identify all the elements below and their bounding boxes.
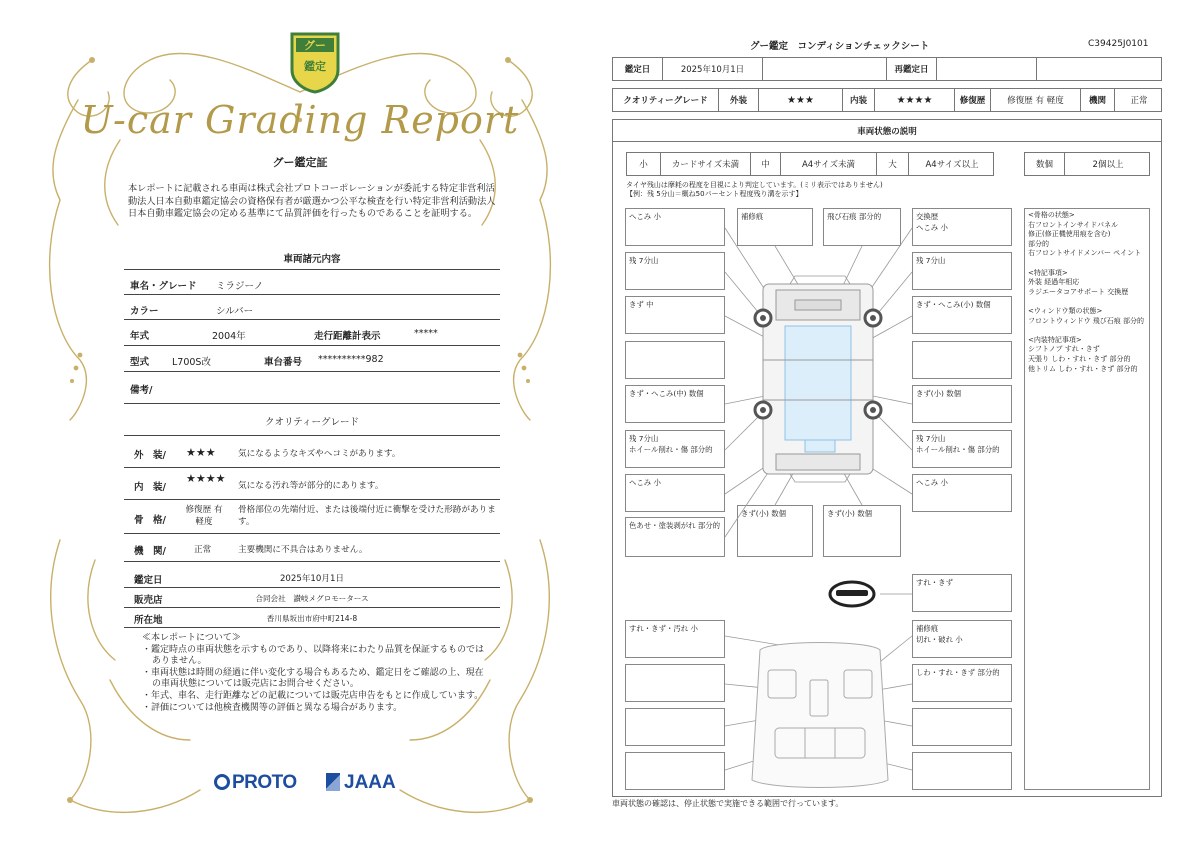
note-spacer (1028, 297, 1146, 307)
interior-grade: ★★★★ (875, 89, 955, 111)
remarks-column (1024, 208, 1150, 790)
panel-tire-rear-left: 残 7分山 ホイール削れ・傷 部分的 (625, 430, 725, 468)
spec-color-label: カラー (130, 306, 159, 317)
spec-chassis-value: **********982 (318, 354, 384, 365)
certificate-title: グー鑑定証 (272, 156, 328, 169)
panel-tire-front-right: 残 7分山 (912, 252, 1012, 290)
specs-header: 車両諸元内容 (283, 254, 341, 265)
interior-grade: ★★★★ (186, 472, 226, 485)
note-item: ・年式、車名、走行距離などの記載については販売店申告をもとに作成しています。 (142, 690, 484, 701)
size-medium-desc: A4サイズ未満 (781, 153, 877, 175)
spec-row-year (124, 320, 500, 346)
proto-logo-icon (214, 774, 230, 790)
dealer-value: 合同会社 讃岐メグロモータース (255, 594, 369, 603)
spec-row-color (124, 295, 500, 320)
panel-tire-rear-right: 残 7分山 ホイール削れ・傷 部分的 (912, 430, 1012, 468)
appraisal-date-value: 2025年10月1日 (663, 58, 763, 80)
note-line: フロントウィンドウ 飛び石痕 部分的 (1028, 316, 1145, 325)
engine-grade: 正常 (194, 545, 212, 555)
sponsor-logos (214, 770, 414, 800)
size-small-label: 小 (627, 153, 661, 175)
quality-row-engine (124, 534, 500, 562)
panel-rear-left: へこみ 小 (625, 474, 725, 512)
note-line: ラジエータコアサポート 交換歴 (1028, 287, 1129, 296)
appraisal-date-value: 2025年10月1日 (279, 574, 345, 584)
goo-appraisal-badge-icon (286, 30, 344, 94)
engine-desc: 主要機関に不具合はありません。 (238, 545, 368, 555)
svg-text:鑑定: 鑑定 (304, 60, 326, 73)
count-desc: 2個以上 (1092, 160, 1124, 170)
frame-grade: 修復歴 有 軽度 (185, 505, 223, 527)
note-spacer (1028, 259, 1146, 269)
spec-name-label: 車名・グレード (130, 281, 197, 292)
sheet-title: グー鑑定 コンディションチェックシート (750, 41, 930, 52)
spec-year-value: 2004年 (212, 331, 246, 342)
reappraisal-date-label: 再鑑定日 (887, 58, 937, 80)
address-label: 所在地 (134, 615, 163, 626)
spec-remarks-label: 備考/ (130, 385, 153, 396)
size-small-desc: カードサイズ未満 (661, 153, 751, 175)
quality-header-row (124, 406, 500, 436)
spec-year-label: 年式 (130, 331, 150, 342)
notes-header: ≪本レポートについて≫ (142, 633, 241, 643)
sheet-footer: 車両状態の確認は、停止状態で実施できる範囲で行っています。 (612, 799, 844, 808)
size-medium-label: 中 (751, 153, 781, 175)
interior-label: 内装 (843, 89, 875, 111)
note-line: <特記事項> (1028, 268, 1068, 277)
note-item: ・鑑定時点の車両状態を示すものであり、以降将来にわたり品質を保証するものではありません。 (142, 644, 485, 667)
panel-steering: すれ・きず (912, 574, 1012, 612)
address-value: 香川県坂出市府中町214-8 (266, 614, 358, 623)
panel-right-door-front: きず・へこみ(小) 数個 (912, 296, 1012, 334)
repair-history-label: 修復歴 (955, 89, 991, 111)
note-line: 外装 経過年相応 (1028, 278, 1080, 287)
spec-row-name (124, 270, 500, 295)
frame-desc: 骨格部位の先端付近、または後端付近に衝撃を受けた形跡があります。 (238, 505, 496, 527)
quality-header: クオリティーグレード (264, 417, 360, 428)
sheet-id: C39425J0101 (1088, 39, 1149, 49)
svg-text:グー: グー (304, 39, 326, 52)
note-line: 右フロントサイドメンバー ペイント (1028, 249, 1142, 258)
panel-left-rear-door: きず・へこみ(中) 数個 (625, 385, 725, 423)
size-large-label: 大 (877, 153, 909, 175)
address-row (124, 608, 500, 628)
frame-label: 骨 格/ (134, 515, 166, 526)
engine-label: 機関 (1081, 89, 1115, 111)
appraisal-date-label: 鑑定日 (134, 575, 163, 586)
spec-model-label: 型式 (130, 357, 150, 368)
panel-tire-front-left: 残 7分山 (625, 252, 725, 290)
interior-desc: 気になる汚れ等が部分的にあります。 (238, 481, 384, 491)
note-line: シフトノブ すれ・きず (1028, 345, 1100, 354)
tire-note-1: タイヤ残山は摩耗の程度を目視により判定しています。(ミリ表示ではありません) (626, 181, 883, 189)
exterior-label: 外 装/ (134, 450, 166, 461)
spec-row-remarks (124, 372, 500, 404)
note-line: 部分的 (1028, 239, 1049, 248)
certificate-statement: 本レポートに記載される車両は株式会社プロトコーポレーションが委託する特定非営利活動法人日本自動車鑑定協会の資格保有者が厳選かつ公平な検査を行い特定非営利活動法人日本自動車鑑定協会の定める基準にて品質評価を行ったものであることを証明する。 (128, 183, 496, 219)
spec-model-value: L700S改 (172, 357, 211, 368)
engine-label: 機 関/ (134, 546, 166, 557)
spec-chassis-label: 車台番号 (264, 357, 303, 368)
condition-header: 車両状態の説明 (613, 120, 1161, 142)
note-line: <骨格の状態> (1028, 211, 1075, 219)
proto-logo: PROTO (214, 772, 297, 794)
quality-row-frame (124, 500, 500, 534)
note-line: <ウィンドウ類の状態> (1028, 306, 1103, 315)
note-line: 天張り しわ・すれ・きず 部分的 (1028, 354, 1131, 363)
panel-windshield: 飛び石痕 部分的 (823, 208, 901, 246)
repair-history-value: 修復歴 有 軽度 (991, 89, 1081, 111)
dealer-row (124, 588, 500, 608)
size-large-desc: A4サイズ以上 (925, 160, 979, 170)
exterior-label: 外装 (719, 89, 759, 111)
steering-wheel-icon (830, 582, 874, 606)
count-label: 数個 (1025, 153, 1065, 175)
appraisal-date-label: 鑑定日 (613, 58, 663, 80)
jaaa-logo: JAAA (326, 772, 396, 794)
panel-front-left: へこみ 小 (625, 208, 725, 246)
note-line: <内装特記事項> (1028, 335, 1082, 344)
spec-mileage-value: ***** (414, 328, 438, 339)
panel-rear-bumper-right: きず(小) 数個 (823, 505, 901, 557)
interior-label: 内 装/ (134, 482, 166, 493)
appraisal-date-row (124, 566, 500, 588)
dealer-label: 販売店 (134, 595, 163, 606)
exterior-grade: ★★★ (759, 89, 843, 111)
panel-rear-right: へこみ 小 (912, 474, 1012, 512)
panel-front-center-left: 補修痕 (737, 208, 813, 246)
quality-grade-label: クオリティーグレード (613, 89, 719, 111)
engine-value: 正常 (1130, 96, 1148, 106)
note-item: ・評価については他検査機関等の評価と異なる場合があります。 (142, 702, 403, 713)
quality-row-interior (124, 468, 500, 500)
note-line: 右フロントインサイドパネル (1028, 220, 1119, 229)
panel-interior-right-1: 補修痕 切れ・破れ 小 (912, 620, 1012, 658)
exterior-grade: ★★★ (186, 446, 216, 459)
jaaa-logo-icon (326, 773, 340, 791)
spec-color-value: シルバー (216, 306, 254, 317)
specs-header-row (124, 246, 500, 270)
condition-check-sheet (600, 0, 1200, 848)
report-notes (140, 633, 490, 714)
spec-name-value: ミラジーノ (216, 281, 264, 292)
note-spacer (1028, 326, 1146, 336)
report-title: U-car Grading Report (80, 98, 520, 142)
spec-mileage-label: 走行距離計表示 (314, 331, 381, 342)
panel-right-rear-door: きず(小) 数個 (912, 385, 1012, 423)
exterior-desc: 気になるようなキズやヘコミがあります。 (238, 449, 401, 459)
panel-left-door-front: きず 中 (625, 296, 725, 334)
tire-note-2: 【例：残 5分山＝概ね50パーセント程度残り溝を示す】 (626, 190, 803, 198)
panel-roof: 色あせ・塗装剥がれ 部分的 (625, 517, 725, 557)
panel-interior-left-1: すれ・きず・汚れ 小 (625, 620, 725, 658)
note-line: 他トリム しわ・すれ・きず 部分的 (1028, 364, 1138, 373)
quality-row-exterior (124, 436, 500, 468)
spec-row-model (124, 346, 500, 372)
note-item: ・車両状態は時間の経過に伴い変化する場合もあるため、鑑定日をご確認の上、現在の車両状態については販売店にお問合せください。 (142, 667, 484, 690)
panel-rear-bumper-left: きず(小) 数個 (737, 505, 813, 557)
panel-front-right: 交換歴 へこみ 小 (912, 208, 1012, 246)
panel-interior-right-2: しわ・すれ・きず 部分的 (912, 664, 1012, 702)
note-line: 修正(修正機使用痕を含む) (1028, 230, 1111, 239)
